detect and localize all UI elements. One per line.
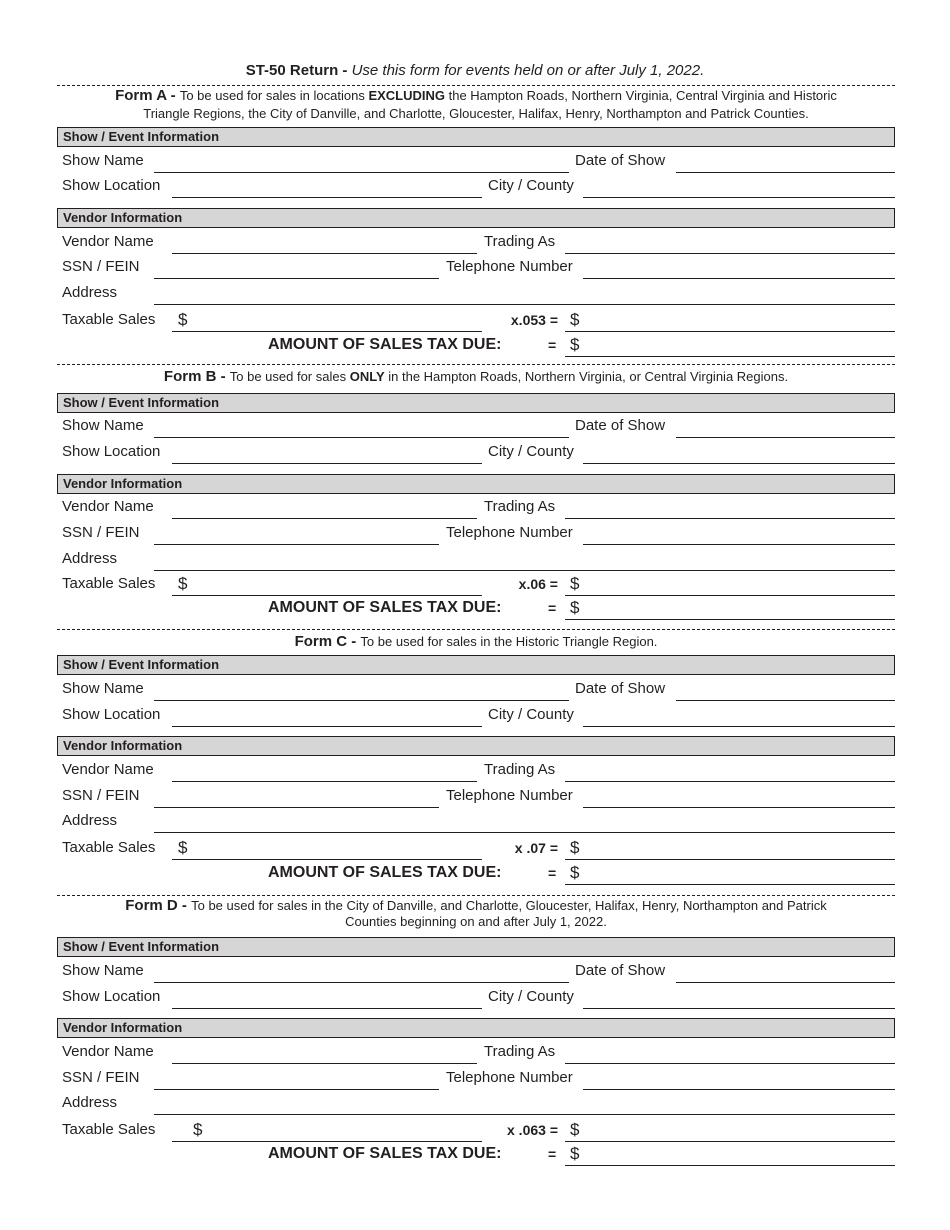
form-letter: Form D - <box>125 897 192 914</box>
show-location-field[interactable] <box>172 197 482 198</box>
amount-due-field[interactable] <box>565 884 895 885</box>
dollar-sign: $ <box>570 335 580 354</box>
amount-due-label: AMOUNT OF SALES TAX DUE: <box>268 336 502 353</box>
tax-rate-multiplier: x.053 = <box>510 312 558 328</box>
title-main: ST-50 Return - <box>245 62 352 79</box>
show-name-label: Show Name <box>62 152 144 169</box>
tax-computed-field[interactable] <box>565 331 895 332</box>
city-county-label: City / County <box>488 988 574 1005</box>
show-location-label: Show Location <box>62 177 161 194</box>
dollar-sign: $ <box>178 838 188 857</box>
ssn-fein-field[interactable] <box>154 1089 439 1090</box>
taxable-sales-label: Taxable Sales <box>62 1121 156 1138</box>
show-name-label: Show Name <box>62 417 144 434</box>
address-label: Address <box>62 284 118 301</box>
tax-computed-field[interactable] <box>565 1141 895 1142</box>
tax-computed-field[interactable] <box>565 859 895 860</box>
show-event-info-header <box>57 127 895 147</box>
section-title: Vendor Information <box>63 1020 183 1035</box>
vendor-name-field[interactable] <box>172 781 477 782</box>
address-field[interactable] <box>154 832 895 833</box>
trading-as-label: Trading As <box>484 498 556 515</box>
tax-rate-multiplier: x.06 = <box>518 576 558 592</box>
vendor-info-header <box>57 474 895 494</box>
vendor-info-header <box>57 736 895 756</box>
amount-due-field[interactable] <box>565 356 895 357</box>
show-location-label: Show Location <box>62 706 161 723</box>
show-location-field[interactable] <box>172 726 482 727</box>
taxable-sales-label: Taxable Sales <box>62 575 156 592</box>
tax-rate-multiplier: x .063 = <box>507 1122 558 1138</box>
form-separator <box>57 85 895 86</box>
tax-computed-field[interactable] <box>565 595 895 596</box>
address-label: Address <box>62 812 118 829</box>
city-county-field[interactable] <box>583 463 895 464</box>
ssn-fein-field[interactable] <box>154 544 439 545</box>
dollar-sign: $ <box>570 310 580 329</box>
dollar-sign: $ <box>178 574 188 593</box>
address-field[interactable] <box>154 304 895 305</box>
date-of-show-field[interactable] <box>676 437 895 438</box>
trading-as-label: Trading As <box>484 1043 556 1060</box>
section-title: Show / Event Information <box>63 939 220 954</box>
ssn-fein-field[interactable] <box>154 278 439 279</box>
form-description: To be used for sales <box>229 369 350 384</box>
date-of-show-field[interactable] <box>676 982 895 983</box>
form-description-line2: Triangle Regions, the City of Danville, and Charlotte, Gloucester, Halifax, Henry, Northampton and Patrick Counties. <box>143 106 809 121</box>
trading-as-field[interactable] <box>565 253 895 254</box>
tax-rate-multiplier: x .07 = <box>514 840 558 856</box>
form-heading <box>57 898 895 914</box>
vendor-name-field[interactable] <box>172 253 477 254</box>
amount-due-label: AMOUNT OF SALES TAX DUE: <box>268 1145 502 1162</box>
show-location-label: Show Location <box>62 988 161 1005</box>
show-name-field[interactable] <box>154 172 569 173</box>
trading-as-label: Trading As <box>484 233 556 250</box>
telephone-field[interactable] <box>583 807 895 808</box>
form-description-line2: Counties beginning on and after July 1, 2022. <box>345 914 607 929</box>
title-sub: Use this form for events held on or after July 1, 2022. <box>351 62 705 79</box>
section-title: Show / Event Information <box>63 395 220 410</box>
trading-as-field[interactable] <box>565 781 895 782</box>
vendor-name-label: Vendor Name <box>62 761 154 778</box>
section-title: Show / Event Information <box>63 129 220 144</box>
city-county-label: City / County <box>488 177 574 194</box>
taxable-sales-field[interactable] <box>172 1141 482 1142</box>
date-of-show-label: Date of Show <box>575 152 666 169</box>
city-county-field[interactable] <box>583 1008 895 1009</box>
date-of-show-label: Date of Show <box>575 962 666 979</box>
show-name-label: Show Name <box>62 680 144 697</box>
vendor-info-header <box>57 1018 895 1038</box>
trading-as-field[interactable] <box>565 518 895 519</box>
form-letter: Form C - <box>294 633 361 650</box>
address-label: Address <box>62 1094 118 1111</box>
trading-as-label: Trading As <box>484 761 556 778</box>
form-description: EXCLUDING <box>368 88 445 103</box>
city-county-field[interactable] <box>583 197 895 198</box>
address-field[interactable] <box>154 1114 895 1115</box>
ssn-fein-label: SSN / FEIN <box>62 1069 140 1086</box>
form-description: the Hampton Roads, Northern Virginia, Central Virginia and Historic <box>445 88 837 103</box>
telephone-field[interactable] <box>583 1089 895 1090</box>
section-title: Vendor Information <box>63 476 183 491</box>
date-of-show-field[interactable] <box>676 700 895 701</box>
show-location-label: Show Location <box>62 443 161 460</box>
show-event-info-header <box>57 937 895 957</box>
vendor-name-label: Vendor Name <box>62 1043 154 1060</box>
vendor-info-header <box>57 208 895 228</box>
ssn-fein-label: SSN / FEIN <box>62 787 140 804</box>
dollar-sign: $ <box>570 574 580 593</box>
form-description: ONLY <box>349 369 385 384</box>
amount-due-field[interactable] <box>565 619 895 620</box>
form-letter: Form B - <box>163 368 230 385</box>
city-county-label: City / County <box>488 706 574 723</box>
ssn-fein-label: SSN / FEIN <box>62 524 140 541</box>
telephone-field[interactable] <box>583 544 895 545</box>
telephone-label: Telephone Number <box>446 524 573 541</box>
equals-sign: = <box>548 1146 557 1162</box>
vendor-name-label: Vendor Name <box>62 498 154 515</box>
address-label: Address <box>62 550 118 567</box>
amount-due-label: AMOUNT OF SALES TAX DUE: <box>268 599 502 616</box>
section-title: Show / Event Information <box>63 657 220 672</box>
show-location-field[interactable] <box>172 1008 482 1009</box>
telephone-label: Telephone Number <box>446 1069 573 1086</box>
form-letter: Form A - <box>115 87 180 104</box>
dollar-sign: $ <box>570 838 580 857</box>
dollar-sign: $ <box>570 598 580 617</box>
form-separator <box>57 895 895 896</box>
show-name-field[interactable] <box>154 700 569 701</box>
show-event-info-header <box>57 393 895 413</box>
show-name-label: Show Name <box>62 962 144 979</box>
vendor-name-label: Vendor Name <box>62 233 154 250</box>
amount-due-field[interactable] <box>565 1165 895 1166</box>
date-of-show-field[interactable] <box>676 172 895 173</box>
taxable-sales-label: Taxable Sales <box>62 839 156 856</box>
telephone-label: Telephone Number <box>446 787 573 804</box>
dollar-sign: $ <box>570 863 580 882</box>
dollar-sign: $ <box>570 1120 580 1139</box>
date-of-show-label: Date of Show <box>575 417 666 434</box>
form-heading <box>57 88 895 104</box>
dollar-sign: $ <box>193 1120 203 1139</box>
ssn-fein-label: SSN / FEIN <box>62 258 140 275</box>
vendor-name-field[interactable] <box>172 1063 477 1064</box>
form-description: To be used for sales in the Historic Triangle Region. <box>360 634 658 649</box>
taxable-sales-label: Taxable Sales <box>62 311 156 328</box>
show-name-field[interactable] <box>154 437 569 438</box>
form-separator <box>57 364 895 365</box>
form-separator <box>57 629 895 630</box>
vendor-name-field[interactable] <box>172 518 477 519</box>
form-heading <box>57 369 895 385</box>
dollar-sign: $ <box>570 1144 580 1163</box>
show-name-field[interactable] <box>154 982 569 983</box>
equals-sign: = <box>548 600 557 616</box>
ssn-fein-field[interactable] <box>154 807 439 808</box>
taxable-sales-field[interactable] <box>172 331 482 332</box>
page-title <box>0 62 950 79</box>
equals-sign: = <box>548 337 557 353</box>
amount-due-label: AMOUNT OF SALES TAX DUE: <box>268 864 502 881</box>
telephone-field[interactable] <box>583 278 895 279</box>
taxable-sales-field[interactable] <box>172 859 482 860</box>
show-location-field[interactable] <box>172 463 482 464</box>
form-description: To be used for sales in the City of Danville, and Charlotte, Gloucester, Halifax, Henry, Northampton and Patrick <box>191 898 827 913</box>
show-event-info-header <box>57 655 895 675</box>
form-description: in the Hampton Roads, Northern Virginia, or Central Virginia Regions. <box>384 369 789 384</box>
form-description: To be used for sales in locations <box>179 88 369 103</box>
section-title: Vendor Information <box>63 210 183 225</box>
trading-as-field[interactable] <box>565 1063 895 1064</box>
section-title: Vendor Information <box>63 738 183 753</box>
form-heading <box>57 634 895 650</box>
telephone-label: Telephone Number <box>446 258 573 275</box>
city-county-label: City / County <box>488 443 574 460</box>
dollar-sign: $ <box>178 310 188 329</box>
address-field[interactable] <box>154 570 895 571</box>
taxable-sales-field[interactable] <box>172 595 482 596</box>
date-of-show-label: Date of Show <box>575 680 666 697</box>
city-county-field[interactable] <box>583 726 895 727</box>
equals-sign: = <box>548 865 557 881</box>
